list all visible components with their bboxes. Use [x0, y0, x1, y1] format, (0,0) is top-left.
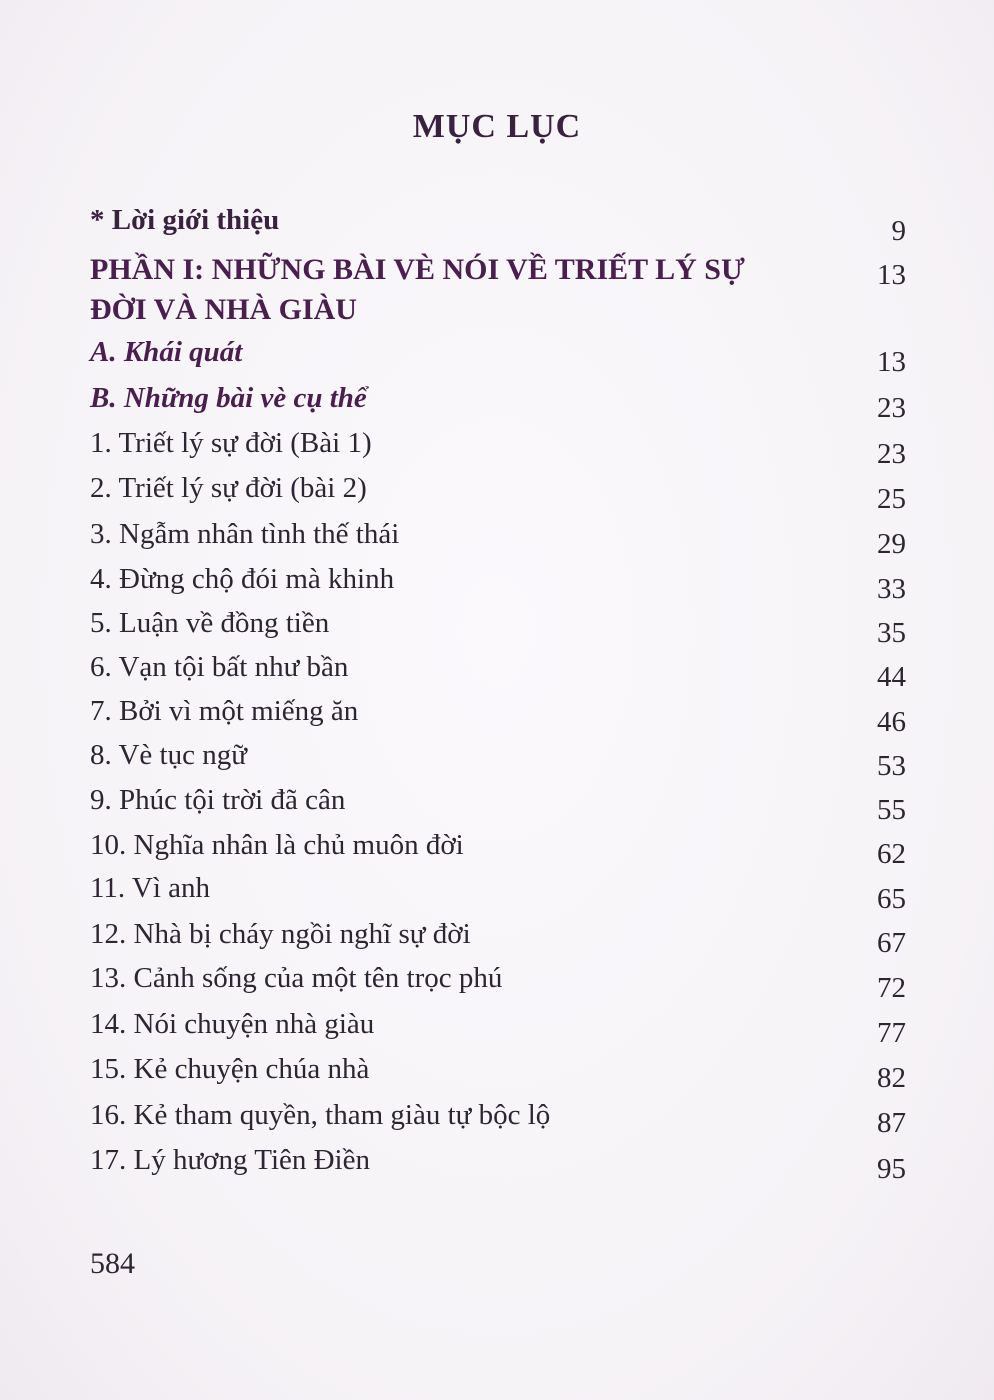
toc-entry-section: B. Những bài vè cụ thể [90, 382, 367, 414]
toc-entry: 4. Đừng chộ đói mà khinh [90, 563, 395, 595]
toc-page-number: 33 [877, 573, 906, 605]
toc-page-number: 35 [877, 617, 906, 649]
toc-page-number: 95 [877, 1153, 906, 1185]
toc-page-number: 29 [877, 528, 906, 560]
toc-entry-section: A. Khái quát [90, 336, 243, 368]
toc-entry: 3. Ngẫm nhân tình thế thái [90, 518, 400, 550]
toc-entry-part-heading: PHẦN I: NHỮNG BÀI VÈ NÓI VỀ TRIẾT LÝ SỰ ĐỜI VÀ NHÀ GIÀU [90, 253, 745, 326]
toc-entry: 6. Vạn tội bất như bần [90, 651, 349, 683]
toc-entry-intro: * Lời giới thiệu [90, 204, 280, 236]
toc-entry: 2. Triết lý sự đời (bài 2) [90, 472, 367, 504]
toc-entry: 14. Nói chuyện nhà giàu [90, 1008, 375, 1040]
toc-page-number: 72 [877, 972, 906, 1004]
toc-page-number: 62 [877, 838, 906, 870]
toc-page-number: 25 [877, 483, 906, 515]
toc-page-number: 77 [877, 1017, 906, 1049]
toc-entry: 9. Phúc tội trời đã cân [90, 784, 346, 816]
toc-entry: 8. Vè tục ngữ [90, 739, 247, 771]
toc-page-number: 65 [877, 883, 906, 915]
toc-entry: 15. Kẻ chuyện chúa nhà [90, 1053, 370, 1085]
toc-page-number: 67 [877, 927, 906, 959]
page-folio-number: 584 [90, 1247, 135, 1280]
toc-page-number: 23 [877, 392, 906, 424]
toc-page-number: 44 [877, 661, 906, 693]
page-title: MỤC LỤC [412, 108, 582, 145]
toc-page-number: 23 [877, 438, 906, 470]
toc-entry: 12. Nhà bị cháy ngồi nghĩ sự đời [90, 918, 471, 950]
toc-page-number: 13 [877, 259, 906, 291]
toc-page-number: 53 [877, 750, 906, 782]
toc-page-number: 55 [877, 794, 906, 826]
toc-entry: 16. Kẻ tham quyền, tham giàu tự bộc lộ [90, 1099, 551, 1131]
toc-entry: 13. Cảnh sống của một tên trọc phú [90, 962, 503, 994]
toc-entry: 11. Vì anh [90, 872, 211, 904]
toc-page-number: 13 [877, 346, 906, 378]
toc-entry: 10. Nghĩa nhân là chủ muôn đời [90, 829, 464, 861]
toc-page-number: 46 [877, 706, 906, 738]
toc-entry: 7. Bởi vì một miếng ăn [90, 695, 359, 727]
toc-entry: 5. Luận về đồng tiền [90, 607, 330, 639]
toc-entry: 1. Triết lý sự đời (Bài 1) [90, 427, 372, 459]
toc-page-number: 87 [877, 1107, 906, 1139]
toc-page-number: 82 [877, 1062, 906, 1094]
toc-page-number: 9 [891, 215, 906, 247]
toc-entry: 17. Lý hương Tiên Điền [90, 1144, 370, 1176]
